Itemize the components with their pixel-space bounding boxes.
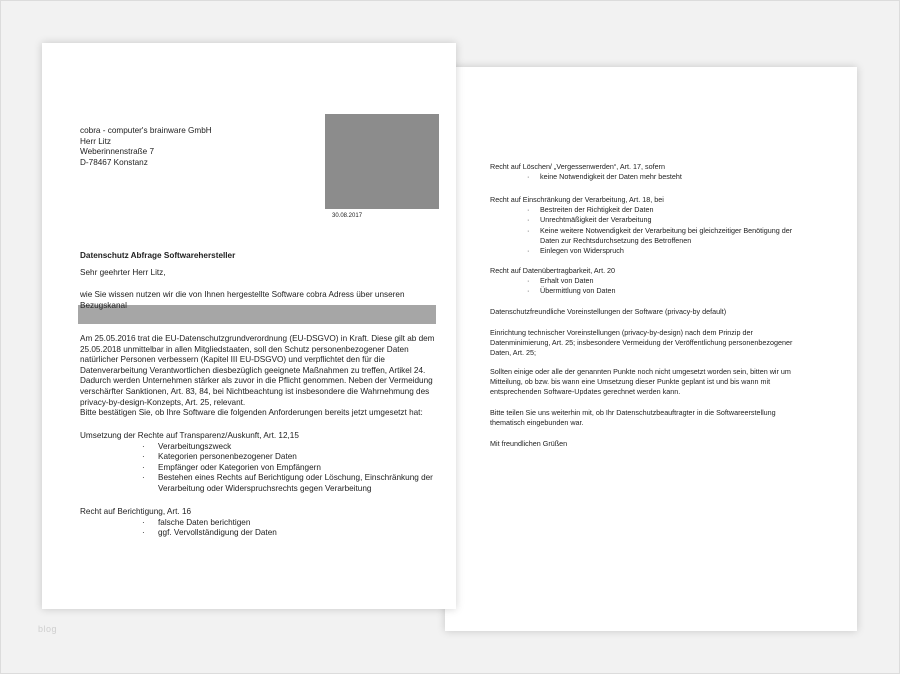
list-item: · Einlegen von Widerspruch	[527, 246, 624, 256]
salutation: Sehr geehrter Herr Litz,	[80, 268, 166, 277]
intro-paragraph: wie Sie wissen nutzen wir die von Ihnen hergestellte Software cobra Adress über unseren Bezugskanal	[80, 290, 405, 310]
transparency-section	[80, 431, 456, 495]
closing: Mit freundlichen Grüßen	[490, 439, 568, 448]
list-item-continuation: Verarbeitung oder Widerspruchsrechts gegen Verarbeitung	[158, 483, 372, 493]
section-title: Recht auf Löschen/ „Vergessenwerden“, Art. 17, sofern	[490, 162, 665, 171]
rectification-section	[80, 507, 456, 539]
list-item: · Bestehen eines Rechts auf Berichtigung oder Löschung, Einschränkung der	[142, 473, 433, 483]
list-item: · Verarbeitungszweck	[142, 441, 232, 451]
letter-page-1	[42, 43, 456, 609]
list-item: · Kategorien personenbezogener Daten	[142, 452, 297, 462]
list-item: · keine Notwendigkeit der Daten mehr besteht	[527, 172, 682, 182]
section-title: Recht auf Berichtigung, Art. 16	[80, 507, 192, 516]
list-item: · ggf. Vervollständigung der Daten	[142, 528, 277, 538]
address-line: Herr Litz	[80, 136, 111, 146]
watermark-text: blog	[38, 624, 58, 634]
letter-page-2	[445, 67, 857, 631]
section-title: Recht auf Datenübertragbarkeit, Art. 20	[490, 266, 616, 275]
address-line: D-78467 Konstanz	[80, 157, 148, 167]
privacy-default-title: Datenschutzfreundliche Voreinstellungen der Software (privacy-by default)	[490, 307, 727, 316]
redacted-image-block	[325, 114, 439, 209]
list-item: · Bestreiten der Richtigkeit der Daten	[527, 205, 654, 215]
address-line: cobra - computer's brainware GmbH	[80, 126, 212, 135]
address-line: Weberinnenstraße 7	[80, 147, 155, 157]
body-paragraph: Am 25.05.2016 trat die EU-Datenschutzgrundverordnung (EU-DSGVO) in Kraft. Diese gilt ab dem 25.05.2018 unmittelbar in allen Mitgliedstaaten, soll den Schutz personenbezogener Daten natürlicher Personen verbessern (Kapitel III EU-DSGVO) und verpflichtet den für die Datenverarbeitung Verantwortlichen diesbezüglich geeignete Maßnahmen zu treffen, Artikel 24. Dadurch werden Unternehmen stärker als zuvor in die Pflicht genommen. Neben der Vermeidung verschärfter Sanktionen, Art. 83, 84, bei Nichtbeachtung ist insbesondere die Wahrnehmung des privacy-by-design-Konzepts, Art. 25, relevant. Bitte bestätigen Sie, ob Ihre Software die folgenden Anforderungen bereits jetzt umgesetzt hat:	[80, 334, 435, 418]
list-item: · Empfänger oder Kategorien von Empfängern	[142, 462, 321, 472]
portability-section	[490, 266, 857, 297]
privacy-design-paragraph: Einrichtung technischer Voreinstellungen (privacy-by-design) nach dem Prinzip der Datenminimierung, Art. 25; insbesondere Vermeidung der Veröffentlichung personenbezogener Daten, Art. 25;	[490, 328, 793, 358]
restriction-section	[490, 195, 857, 256]
dpo-paragraph: Bitte teilen Sie uns weiterhin mit, ob Ihr Datenschutzbeauftragter in die Softwareerstellung thematisch eingebunden war.	[490, 408, 776, 428]
list-item: · Keine weitere Notwendigkeit der Verarbeitung bei gleichzeitiger Benötigung der	[527, 225, 793, 235]
list-item: · Unrechtmäßigkeit der Verarbeitung	[527, 215, 652, 225]
section-title: Recht auf Einschränkung der Verarbeitung, Art. 18, bei	[490, 195, 664, 204]
list-item: · Übermittlung von Daten	[527, 286, 616, 296]
list-item: · falsche Daten berichtigen	[142, 517, 251, 527]
request-paragraph: Sollten einige oder alle der genannten Punkte noch nicht umgesetzt worden sein, bitten wir um Mitteilung, ob bzw. bis wann eine Umsetzung dieser Punkte geplant ist und bis wann mit entsprechenden Software-Updates gerechnet werden kann.	[490, 367, 791, 397]
list-item: · Erhalt von Daten	[527, 276, 594, 286]
letter-subject: Datenschutz Abfrage Softwarehersteller	[80, 251, 236, 260]
list-item-continuation: Daten zur Rechtsdurchsetzung des Betroffenen	[540, 235, 692, 245]
erasure-section	[490, 162, 857, 182]
letter-date: 30.08.2017	[332, 213, 363, 219]
section-title: Umsetzung der Rechte auf Transparenz/Auskunft, Art. 12,15	[80, 431, 299, 440]
